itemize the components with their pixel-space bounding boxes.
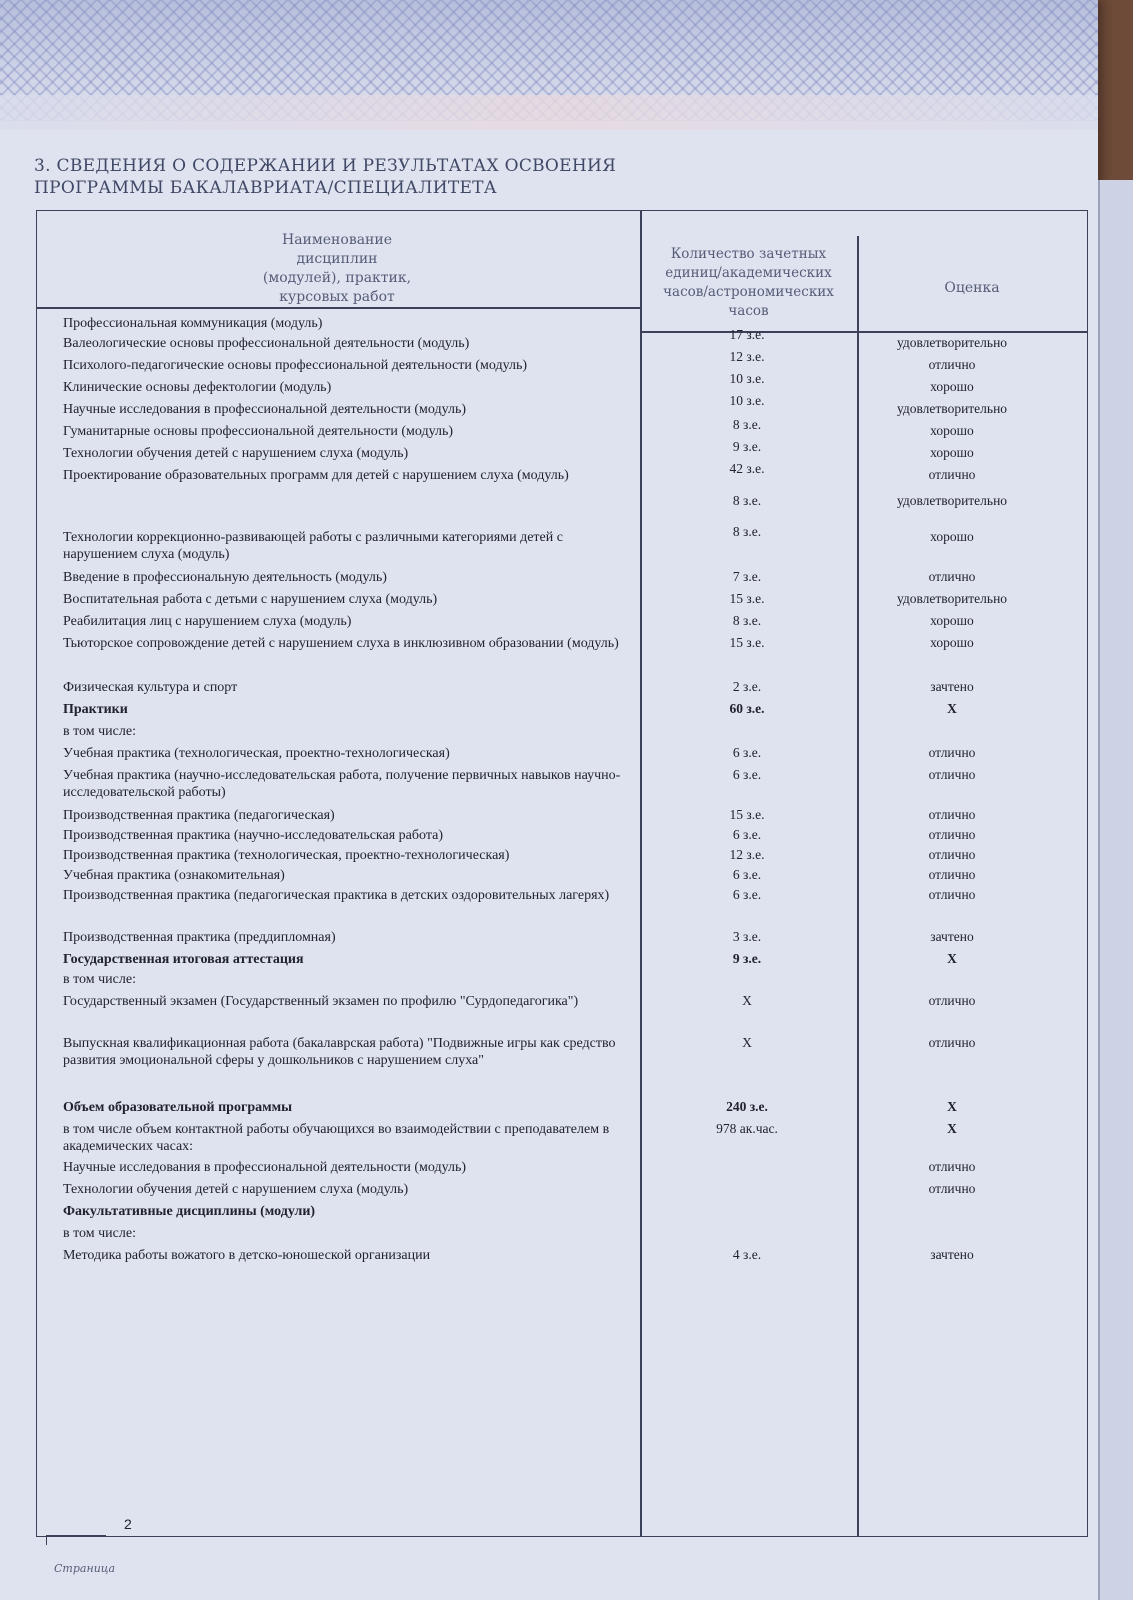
- row-name: Реабилитация лиц с нарушением слуха (модуль): [63, 614, 352, 629]
- name-column-header: [187, 231, 487, 307]
- row-name: в том числе объем контактной работы обучающихся во взаимодействии с преподавателем в академических часах:: [63, 1122, 610, 1154]
- table-row: [37, 1099, 1087, 1117]
- amount-column-header: [640, 245, 857, 321]
- row-grade: хорошо: [930, 529, 974, 544]
- row-grade: отлично: [928, 767, 976, 782]
- row-grade: отлично: [928, 887, 976, 902]
- row-amount: 6 з.е.: [732, 887, 762, 902]
- row-amount: 6 з.е.: [732, 767, 762, 782]
- row-amount: X: [742, 1035, 752, 1050]
- row-name: Тьюторское сопровождение детей с нарушением слуха в инклюзивном образовании (модуль): [63, 636, 619, 651]
- table-row: [37, 393, 1087, 419]
- row-grade: отлично: [928, 807, 976, 822]
- row-amount: 8 з.е.: [732, 493, 762, 508]
- row-grade: X: [947, 1121, 957, 1136]
- row-amount: 42 з.е.: [729, 461, 765, 476]
- table-row: [37, 461, 1087, 485]
- row-grade: хорошо: [930, 445, 974, 460]
- row-amount: 17 з.е.: [729, 327, 765, 342]
- header-line: курсовых работ: [279, 289, 395, 305]
- row-grade: удовлетворительно: [896, 335, 1008, 350]
- row-grade: отлично: [928, 569, 976, 584]
- row-name: Гуманитарные основы профессиональной деятельности (модуль): [63, 424, 454, 439]
- footer-divider: [46, 1535, 47, 1545]
- row-name: в том числе:: [63, 1226, 136, 1241]
- row-amount: 60 з.е.: [729, 701, 765, 716]
- header-line: дисциплин: [296, 251, 378, 267]
- page-label: Страница: [54, 1562, 116, 1575]
- row-name: Производственная практика (педагогическая): [63, 808, 335, 823]
- page-number: 2: [124, 1516, 132, 1532]
- table-row: [37, 613, 1087, 631]
- row-grade: отлично: [928, 847, 976, 862]
- table-row: [37, 1035, 1087, 1068]
- table-row: [37, 701, 1087, 719]
- row-name: Производственная практика (преддипломная): [63, 930, 336, 945]
- table-row: [37, 827, 1087, 845]
- header-line: часов: [728, 303, 769, 319]
- row-name: Практики: [63, 702, 128, 717]
- row-amount: 8 з.е.: [732, 417, 762, 432]
- row-amount: 15 з.е.: [729, 635, 765, 650]
- table-row: [37, 745, 1087, 763]
- table-row: [37, 349, 1087, 375]
- row-name: Производственная практика (педагогическая практика в детских оздоровительных лагерях): [63, 888, 610, 903]
- row-name: Методика работы вожатого в детско-юношеской организации: [63, 1248, 431, 1263]
- header-line: часов/астрономических: [663, 284, 834, 300]
- row-amount: 12 з.е.: [729, 847, 765, 862]
- row-grade: зачтено: [930, 1247, 974, 1262]
- row-amount: 9 з.е.: [732, 439, 762, 454]
- results-table: [36, 210, 1088, 1537]
- adjacent-page-edge: [1098, 180, 1133, 1600]
- table-row: [37, 971, 1087, 989]
- row-name: Технологии обучения детей с нарушением слуха (модуль): [63, 1182, 409, 1197]
- row-name: Психолого-педагогические основы профессиональной деятельности (модуль): [63, 358, 528, 373]
- table-row: [37, 417, 1087, 441]
- table-row: [37, 1159, 1087, 1177]
- row-grade: зачтено: [930, 929, 974, 944]
- row-amount: 6 з.е.: [732, 867, 762, 882]
- table-row: [37, 569, 1087, 587]
- row-amount: 978 ак.час.: [716, 1121, 778, 1136]
- table-row: [37, 327, 1087, 353]
- header-line: (модулей), практик,: [262, 270, 412, 286]
- section-heading: [34, 155, 734, 199]
- row-amount: X: [742, 993, 752, 1008]
- table-row: [37, 847, 1087, 865]
- row-name: Выпускная квалификационная работа (бакалаврская работа) "Подвижные игры как средство развития эмоциональной сферы у дошкольников с нарушением слуха": [63, 1036, 616, 1068]
- row-name: Валеологические основы профессиональной деятельности (модуль): [63, 336, 470, 351]
- row-grade: отлично: [928, 867, 976, 882]
- row-grade: X: [947, 1099, 957, 1114]
- row-name: Воспитательная работа с детьми с нарушением слуха (модуль): [63, 592, 438, 607]
- heading-line-2: ПРОГРАММЫ БАКАЛАВРИАТА/СПЕЦИАЛИТЕТА: [34, 178, 497, 198]
- row-amount: 8 з.е.: [732, 613, 762, 628]
- row-grade: хорошо: [930, 613, 974, 628]
- row-amount: 6 з.е.: [732, 827, 762, 842]
- row-grade: отлично: [928, 993, 976, 1008]
- table-row: [37, 1181, 1087, 1199]
- row-grade: отлично: [928, 1181, 976, 1196]
- header-line: Наименование: [282, 232, 392, 248]
- table-row: [37, 807, 1087, 825]
- row-grade: удовлетворительно: [896, 401, 1008, 416]
- table-row: [37, 1121, 1087, 1154]
- header-line: единиц/академических: [665, 265, 832, 281]
- row-grade: отлично: [928, 1035, 976, 1050]
- table-row: [37, 524, 1087, 562]
- decorative-band: [0, 95, 1098, 130]
- row-name: Технологии коррекционно-развивающей работы с различными категориями детей с нарушением слуха (модуль): [63, 530, 563, 562]
- table-row: [37, 679, 1087, 697]
- header-line: Количество зачетных: [670, 246, 827, 262]
- table-row: [37, 1247, 1087, 1265]
- row-amount: 12 з.е.: [729, 349, 765, 364]
- table-row: [37, 493, 1087, 511]
- table-row: [37, 591, 1087, 609]
- table-row: [37, 929, 1087, 947]
- row-name: Клинические основы дефектологии (модуль): [63, 380, 332, 395]
- row-amount: 4 з.е.: [732, 1247, 762, 1262]
- row-amount: 2 з.е.: [732, 679, 762, 694]
- row-grade: отлично: [928, 1159, 976, 1174]
- row-amount: 15 з.е.: [729, 807, 765, 822]
- row-amount: 9 з.е.: [732, 951, 762, 966]
- row-grade: X: [947, 701, 957, 716]
- row-name: Технологии обучения детей с нарушением слуха (модуль): [63, 446, 409, 461]
- row-name: Факультативные дисциплины (модули): [63, 1204, 316, 1219]
- row-amount: 10 з.е.: [729, 371, 765, 386]
- row-grade: отлично: [928, 745, 976, 760]
- table-row: [37, 767, 1087, 800]
- table-row: [37, 1203, 1087, 1221]
- table-row: [37, 635, 1087, 653]
- row-name: Учебная практика (ознакомительная): [63, 868, 285, 883]
- row-name: в том числе:: [63, 724, 136, 739]
- row-grade: хорошо: [930, 635, 974, 650]
- table-row: [37, 951, 1087, 969]
- row-amount: 8 з.е.: [732, 524, 762, 539]
- row-amount: 15 з.е.: [729, 591, 765, 606]
- row-grade: хорошо: [930, 379, 974, 394]
- row-amount: 240 з.е.: [726, 1099, 768, 1114]
- row-name: Профессиональная коммуникация (модуль): [63, 316, 323, 331]
- row-name: Проектирование образовательных программ для детей с нарушением слуха (модуль): [63, 468, 569, 483]
- table-row: [37, 371, 1087, 397]
- table-row: [37, 993, 1087, 1011]
- row-name: Научные исследования в профессиональной деятельности (модуль): [63, 402, 467, 417]
- header-divider: [37, 307, 640, 309]
- row-name: Учебная практика (технологическая, проектно-технологическая): [63, 746, 450, 761]
- heading-line-1: 3. СВЕДЕНИЯ О СОДЕРЖАНИИ И РЕЗУЛЬТАТАХ ОСВОЕНИЯ: [34, 156, 617, 176]
- row-amount: 6 з.е.: [732, 745, 762, 760]
- table-row: [37, 1225, 1087, 1243]
- row-name: в том числе:: [63, 972, 136, 987]
- row-name: Производственная практика (технологическая, проектно-технологическая): [63, 848, 510, 863]
- row-grade: отлично: [928, 467, 976, 482]
- table-row: [37, 887, 1087, 905]
- row-amount: 10 з.е.: [729, 393, 765, 408]
- row-name: Введение в профессиональную деятельность (модуль): [63, 570, 387, 585]
- grade-column-header: Оценка: [944, 280, 1000, 296]
- row-name: Производственная практика (научно-исследовательская работа): [63, 828, 443, 843]
- row-grade: удовлетворительно: [896, 493, 1008, 508]
- row-name: Учебная практика (научно-исследовательская работа, получение первичных навыков научно-исследовательской работы): [63, 768, 621, 800]
- row-grade: X: [947, 951, 957, 966]
- row-name: Государственная итоговая аттестация: [63, 952, 304, 967]
- table-row: [37, 867, 1087, 885]
- table-row: [37, 439, 1087, 463]
- row-name: Государственный экзамен (Государственный экзамен по профилю "Сурдопедагогика"): [63, 994, 579, 1009]
- row-grade: удовлетворительно: [896, 591, 1008, 606]
- table-row: [37, 723, 1087, 741]
- footer-divider: [46, 1535, 106, 1536]
- table-row: [37, 315, 1087, 333]
- row-grade: зачтено: [930, 679, 974, 694]
- row-grade: отлично: [928, 827, 976, 842]
- row-grade: хорошо: [930, 423, 974, 438]
- row-grade: отлично: [928, 357, 976, 372]
- row-name: Физическая культура и спорт: [63, 680, 238, 695]
- row-name: Научные исследования в профессиональной деятельности (модуль): [63, 1160, 467, 1175]
- row-amount: 3 з.е.: [732, 929, 762, 944]
- row-amount: 7 з.е.: [732, 569, 762, 584]
- row-name: Объем образовательной программы: [63, 1100, 293, 1115]
